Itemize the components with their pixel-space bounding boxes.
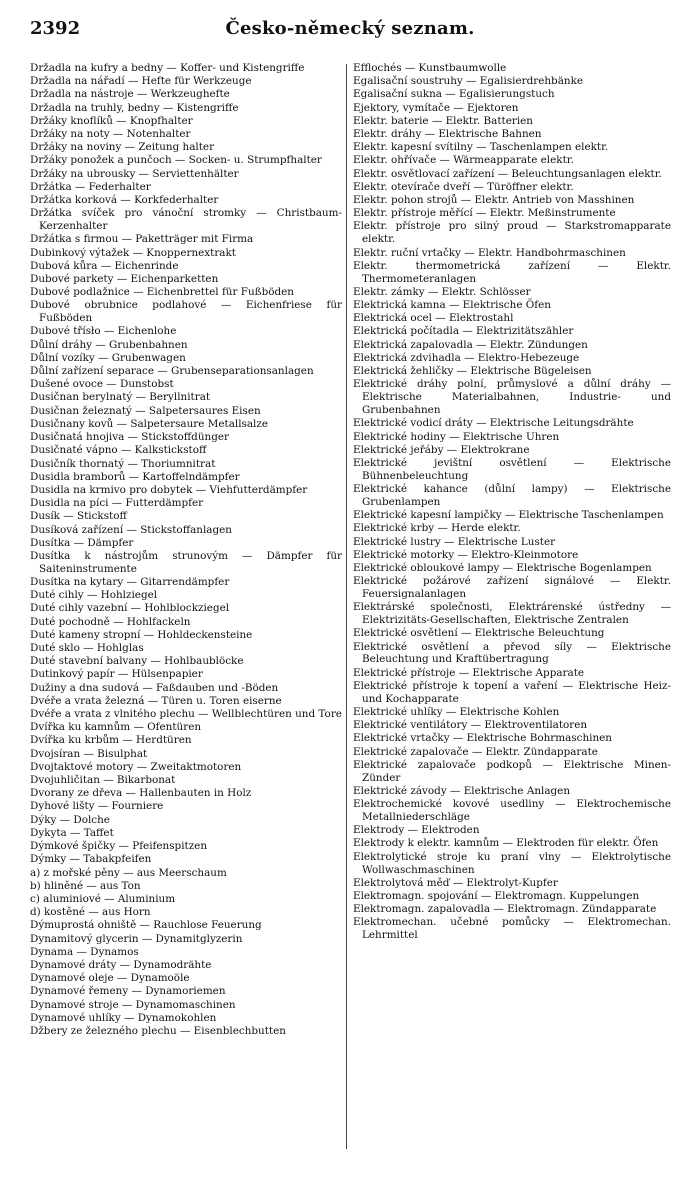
dictionary-entry: Držadla na truhly, bedny — Kistengriffe: [30, 101, 239, 114]
dictionary-entry: Elektrické osvětlení — Elektrische Beleuchtung: [353, 627, 605, 640]
dictionary-entry: Elektromagn. spojování — Elektromagn. Kuppelungen: [353, 889, 640, 902]
dictionary-entry: Elektrolytické stroje ku praní vlny — Elektrolytische Wollwaschmaschinen: [353, 850, 671, 876]
dictionary-entry: Dusítka na kytary — Gitarrendämpfer: [30, 576, 230, 589]
dictionary-entry: Duté kameny stropní — Hohldeckensteine: [30, 628, 253, 641]
dictionary-entry: Držadla na kufry a bedny — Koffer- und Kistengriffe: [30, 62, 305, 74]
dictionary-entry: Držáky na noviny — Zeitung halter: [30, 141, 215, 154]
dictionary-entry: Dvojsíran — Bisulphat: [30, 747, 148, 760]
dictionary-entry: Elektrické lustry — Elektrische Luster: [353, 535, 556, 548]
dictionary-entry: Džbery ze železného plechu — Eisenblechbutten: [30, 1024, 286, 1037]
dictionary-entry: Elektr. zámky — Elektr. Schlösser: [353, 285, 531, 298]
dictionary-entry: Elektrická zdvihadla — Elektro-Hebezeuge: [353, 351, 580, 364]
dictionary-entry: Dvířka ku krbům — Herdtüren: [30, 734, 192, 747]
page-header: [30, 18, 670, 44]
dictionary-entry: Elektr. ohřívače — Wärmeapparate elektr.: [353, 154, 574, 167]
dictionary-entry: Dusidla na píci — Futterdämpfer: [30, 497, 204, 510]
dictionary-entry: c) aluminiové — Aluminium: [30, 892, 176, 905]
dictionary-entry: Egalisační soustruhy — Egalisierdrehbänke: [353, 75, 584, 88]
dictionary-entry: Dýmky — Tabakpfeifen: [30, 853, 152, 866]
dictionary-entry: Dusíková zařízení — Stickstoffanlagen: [30, 523, 232, 536]
dictionary-entry: Dýmuprostá ohniště — Rauchlose Feuerung: [30, 919, 262, 932]
dictionary-entry: Elektrické zapalovače — Elektr. Zündapparate: [353, 745, 598, 758]
dictionary-entry: Dusičnan železnatý — Salpetersaures Eisen: [30, 404, 261, 417]
dictionary-entry: Dusičnaté vápno — Kalkstickstoff: [30, 444, 207, 457]
left-column: [30, 62, 342, 1038]
dictionary-entry: Elektrické kapesní lampičky — Elektrische Taschenlampen: [353, 509, 664, 522]
dictionary-entry: Důlní vozíky — Grubenwagen: [30, 351, 186, 364]
dictionary-entry: Elektr. přístroje měřící — Elektr. Meßinstrumente: [353, 207, 616, 220]
right-column: [353, 62, 671, 942]
dictionary-entry: Dyhové lišty — Fourniere: [30, 800, 164, 813]
dictionary-entry: Elektr. otevírače dveří — Türöffner elektr.: [353, 180, 574, 193]
page-title: Česko-německý seznam.: [225, 18, 475, 39]
dictionary-entry: Dykyta — Taffet: [30, 826, 114, 839]
dictionary-entry: Elektr. pohon strojů — Elektr. Antrieb von Masshinen: [353, 194, 635, 207]
dictionary-entry: Dvojtaktové motory — Zweitaktmotoren: [30, 760, 242, 773]
dictionary-entry: Dusítka — Dämpfer: [30, 536, 134, 549]
dictionary-entry: Držátka s firmou — Paketträger mit Firma: [30, 233, 254, 246]
dictionary-entry: Dynamové stroje — Dynamomaschinen: [30, 998, 236, 1011]
dictionary-entry: Dvéře a vrata z vlnitého plechu — Wellblechtüren und Tore: [30, 708, 342, 721]
column-divider: [346, 64, 347, 1149]
dictionary-entry: Držadla na nástroje — Werkzeughefte: [30, 88, 230, 101]
dictionary-entry: Dýky — Dolche: [30, 813, 110, 826]
dictionary-entry: Dusičnany kovů — Salpetersaure Metallsalze: [30, 417, 269, 430]
dictionary-entry: Dusičník thornatý — Thoriumnitrat: [30, 457, 216, 470]
dictionary-entry: Duté cihly — Hohlziegel: [30, 589, 158, 602]
dictionary-entry: Dvorany ze dřeva — Hallenbauten in Holz: [30, 787, 252, 800]
dictionary-entry: Elektrická počítadla — Elektrizitätszähler: [353, 325, 574, 338]
dictionary-entry: Dusičnan berylnatý — Beryllnitrat: [30, 391, 211, 404]
dictionary-entry: Duté cihly vazební — Hohlblockziegel: [30, 602, 230, 615]
dictionary-entry: Dvéře a vrata železná — Türen u. Toren eiserne: [30, 694, 282, 707]
dictionary-entry: Dusík — Stickstoff: [30, 510, 127, 523]
dictionary-entry: Elektrické přístroje k topení a vaření — Elektrische Heiz- und Kochapparate: [353, 679, 671, 705]
dictionary-entry: Dusítka k nástrojům strunovým — Dämpfer für Saiteninstrumente: [30, 549, 342, 575]
dictionary-entry: Elektr. ruční vrtačky — Elektr. Handbohrmaschinen: [353, 246, 626, 259]
dictionary-entry: Elektrické vodicí dráty — Elektrische Leitungsdrähte: [353, 417, 634, 430]
dictionary-entry: Držátka svíček pro vánoční stromky — Christbaum-Kerzenhalter: [30, 207, 342, 233]
dictionary-entry: Dvířka ku kamnům — Ofentüren: [30, 721, 202, 734]
dictionary-entry: d) kostěné — aus Horn: [30, 906, 151, 919]
dictionary-entry: Dvojuhličitan — Bikarbonat: [30, 774, 176, 787]
dictionary-entry: Elektrická kamna — Elektrische Öfen: [353, 299, 551, 312]
dictionary-entry: Důlní zařízení separace — Grubenseparationsanlagen: [30, 365, 314, 378]
dictionary-entry: Elektr. thermometrická zařízení — Elektr. Thermometeranlagen: [353, 259, 671, 285]
dictionary-entry: Elektrické krby — Herde elektr.: [353, 522, 521, 535]
dictionary-entry: Elektrické zapalovače podkopů — Elektrische Minen-Zünder: [353, 758, 671, 784]
dictionary-entry: Elektr. přístroje pro silný proud — Starkstromapparate elektr.: [353, 220, 671, 246]
dictionary-entry: Dubové obrubnice podlahové — Eichenfriese für Fußböden: [30, 299, 342, 325]
dictionary-entry: Dubinkový výtažek — Knoppernextrakt: [30, 246, 236, 259]
dictionary-entry: a) z mořské pěny — aus Meerschaum: [30, 866, 227, 879]
dictionary-entry: Dusičnatá hnojiva — Stickstoffdünger: [30, 431, 229, 444]
dictionary-entry: Ejektory, vymítače — Ejektoren: [353, 101, 519, 114]
dictionary-entry: Držáky ponožek a punčoch — Socken- u. Strumpfhalter: [30, 154, 322, 167]
dictionary-entry: Elektrické obloukové lampy — Elektrische Bogenlampen: [353, 561, 652, 574]
dictionary-entry: Elektrolytová měď — Elektrolyt-Kupfer: [353, 876, 558, 889]
dictionary-entry: Dutinkový papír — Hülsenpapier: [30, 668, 203, 681]
dictionary-entry: Elektrické požárové zařízení signálové — Elektr. Feuersignalanlagen: [353, 575, 671, 601]
dictionary-entry: Elektrické závody — Elektrische Anlagen: [353, 784, 571, 797]
dictionary-entry: Elektrochemické kovové usedliny — Elektrochemische Metallniederschläge: [353, 798, 671, 824]
dictionary-entry: Elektrické ventilátory — Elektroventilatoren: [353, 719, 588, 732]
dictionary-entry: Držadla na nářadí — Hefte für Werkzeuge: [30, 75, 252, 88]
dictionary-entry: Dynamové oleje — Dynamoöle: [30, 972, 190, 985]
dictionary-entry: Elektrická ocel — Elektrostahl: [353, 312, 514, 325]
dictionary-entry: Elektrická žehličky — Elektrische Bügeleisen: [353, 365, 592, 378]
dictionary-entry: Držáky na ubrousky — Serviettenhälter: [30, 167, 239, 180]
dictionary-entry: Elektrody k elektr. kamnům — Elektroden für elektr. Öfen: [353, 837, 659, 850]
dictionary-entry: Dynamové řemeny — Dynamoriemen: [30, 985, 226, 998]
dictionary-entry: Dýmkové špičky — Pfeifenspitzen: [30, 840, 208, 853]
dictionary-entry: Duté sklo — Hohlglas: [30, 642, 144, 655]
dictionary-entry: Dubové parkety — Eichenparketten: [30, 272, 219, 285]
dictionary-entry: Elektr. dráhy — Elektrische Bahnen: [353, 128, 542, 141]
dictionary-entry: Elektrické přístroje — Elektrische Apparate: [353, 666, 585, 679]
dictionary-entry: Elektrická zapalovadla — Elektr. Zündungen: [353, 338, 588, 351]
dictionary-entry: Dusidla na krmivo pro dobytek — Viehfutterdämpfer: [30, 483, 308, 496]
dictionary-entry: Elektrické jevištní osvětlení — Elektrische Bühnenbeleuchtung: [353, 456, 671, 482]
dictionary-entry: Dubová kůra — Eichenrinde: [30, 259, 179, 272]
dictionary-entry: Dynama — Dynamos: [30, 945, 139, 958]
dictionary-entry: Elektrické motorky — Elektro-Kleinmotore: [353, 548, 579, 561]
dictionary-entry: Dubové podlažnice — Eichenbrettel für Fußböden: [30, 286, 294, 299]
dictionary-entry: Elektr. osvětlovací zařízení — Beleuchtungsanlagen elektr.: [353, 167, 662, 180]
dictionary-entry: Elektromagn. zapalovadla — Elektromagn. Zündapparate: [353, 903, 657, 916]
dictionary-entry: Efflochés — Kunstbaumwolle: [353, 62, 507, 74]
dictionary-entry: Elektrické jeřáby — Elektrokrane: [353, 443, 530, 456]
dictionary-entry: Elektrické uhlíky — Elektrische Kohlen: [353, 705, 560, 718]
dictionary-entry: Elektromechan. učebné pomůcky — Elektromechan. Lehrmittel: [353, 916, 671, 942]
dictionary-entry: Elektrody — Elektroden: [353, 824, 480, 837]
dictionary-entry: Elektrické kahance (důlní lampy) — Elektrische Grubenlampen: [353, 483, 671, 508]
dictionary-entry: Držáky na noty — Notenhalter: [30, 128, 191, 141]
dictionary-entry: Elektrické dráhy polní, průmyslové a důlní dráhy — Elektrische Materialbahnen, Industrie- und Grubenbahnen: [353, 378, 671, 417]
dictionary-entry: Duté pochodně — Hohlfackeln: [30, 615, 191, 628]
dictionary-entry: Elektr. kapesní svítilny — Taschenlampen elektr.: [353, 141, 609, 154]
dictionary-entry: Dužiny a dna sudová — Faßdauben und -Böden: [30, 681, 279, 694]
dictionary-entry: Dubové třísło — Eichenlohe: [30, 325, 177, 338]
dictionary-entry: b) hliněné — aus Ton: [30, 879, 141, 892]
page-number: 2392: [30, 18, 81, 39]
dictionary-entry: Elektrárské společnosti, Elektrárenské ústředny — Elektrizitäts-Gesellschaften, Elektrische Zentralen: [353, 601, 671, 627]
dictionary-entry: Důlní dráhy — Grubenbahnen: [30, 338, 188, 351]
dictionary-entry: Egalisační sukna — Egalisierungstuch: [353, 88, 555, 101]
dictionary-entry: Elektrické vrtačky — Elektrische Bohrmaschinen: [353, 732, 612, 745]
dictionary-entry: Držátka — Federhalter: [30, 180, 151, 193]
dictionary-entry: Dynamitový glycerin — Dynamitglyzerin: [30, 932, 243, 945]
dictionary-entry: Dusidla bramborů — Kartoffelndämpfer: [30, 470, 240, 483]
dictionary-entry: Dušené ovoce — Dunstobst: [30, 378, 174, 391]
dictionary-entry: Držátka korková — Korkfederhalter: [30, 194, 219, 207]
dictionary-entry: Držáky knoflíků — Knopfhalter: [30, 114, 193, 127]
dictionary-entry: Duté stavební balvany — Hohlbaublöcke: [30, 655, 244, 668]
dictionary-entry: Elektrické hodiny — Elektrische Uhren: [353, 430, 560, 443]
dictionary-entry: Dynamové uhlíky — Dynamokohlen: [30, 1011, 217, 1024]
dictionary-entry: Elektr. baterie — Elektr. Batterien: [353, 114, 533, 127]
dictionary-entry: Dynamové dráty — Dynamodrähte: [30, 958, 212, 971]
dictionary-entry: Elektrické osvětlení a převod síly — Elektrische Beleuchtung und Kraftübertragung: [353, 640, 671, 666]
